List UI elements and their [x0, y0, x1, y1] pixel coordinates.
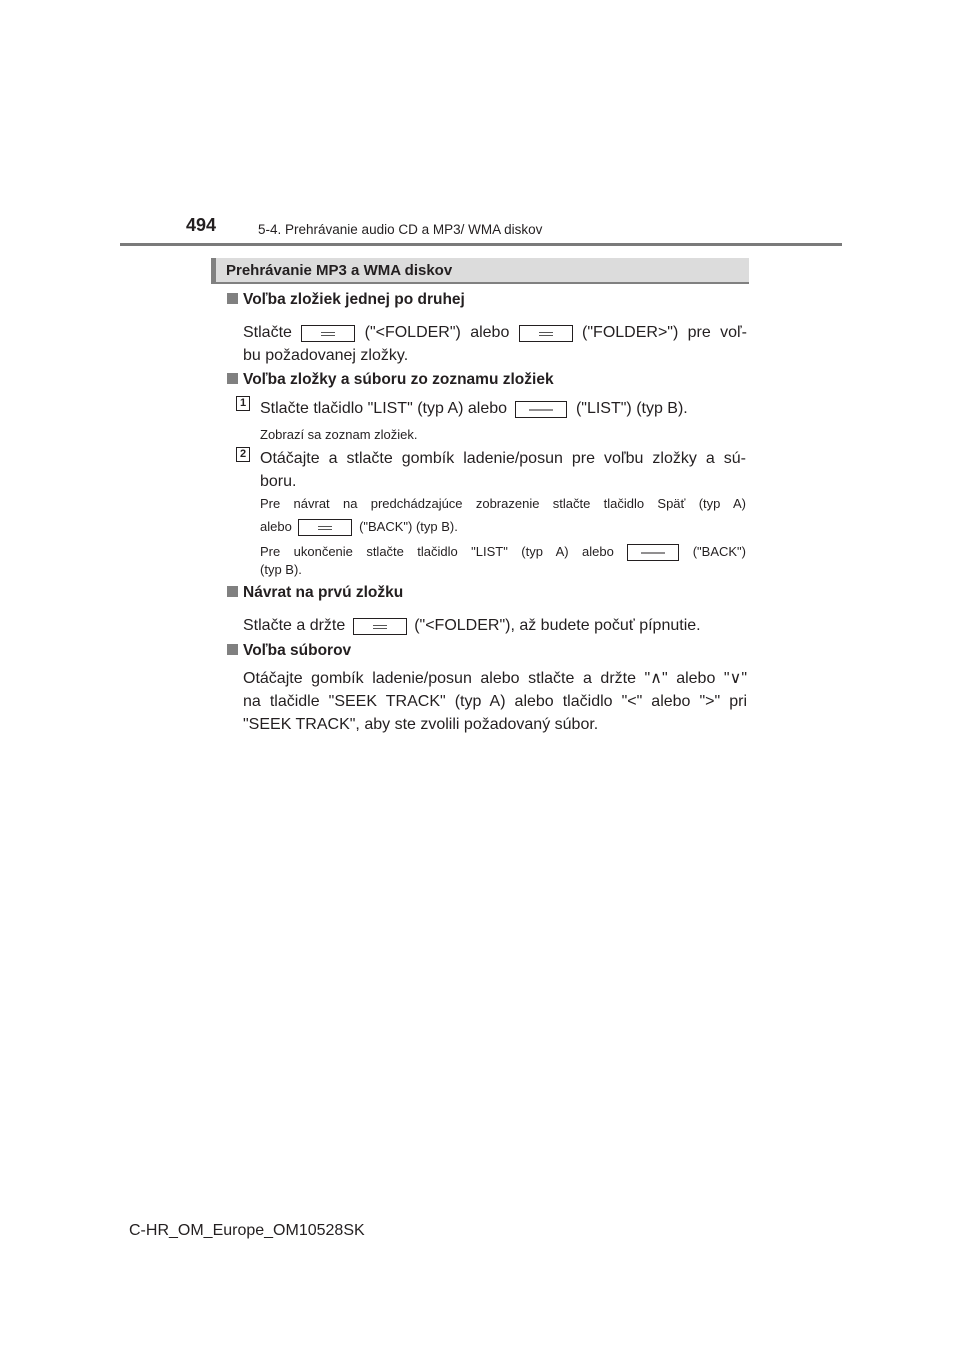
step1-note: Zobrazí sa zoznam zložiek. [260, 427, 418, 442]
chapter-title: 5-4. Prehrávanie audio CD a MP3/ WMA diskov [258, 222, 543, 237]
note1-line2: alebo ("BACK") (typ B). [260, 519, 458, 534]
heading-folders-one-by-one: Voľba zložiek jednej po druhej [227, 291, 465, 309]
square-bullet-icon [227, 373, 238, 384]
select-files-line3: "SEEK TRACK", aby ste zvolili požadovaný súbor. [243, 716, 599, 733]
note2-line2: (typ B). [260, 562, 302, 577]
back-button-icon [298, 519, 352, 536]
back-button-b-icon [627, 544, 679, 561]
note1-line1: Pre návrat na predchádzajúce zobrazenie stlačte tlačidlo Späť (typ A) [260, 496, 746, 511]
page-number: 494 [186, 215, 217, 235]
folder-prev-button-icon [301, 325, 355, 342]
list-button-icon [515, 401, 567, 418]
heading-select-files: Voľba súborov [227, 642, 351, 660]
step-number-2: 2 [236, 447, 250, 462]
heading-return-first-folder: Návrat na prvú zložku [227, 584, 403, 602]
paragraph-folders-line1: Stlačte ("<FOLDER") alebo ("FOLDER>") pre voľ- [243, 324, 747, 341]
heading-folder-from-list: Voľba zložky a súboru zo zoznamu zložiek [227, 371, 554, 389]
select-files-line2: na tlačidle "SEEK TRACK" (typ A) alebo tlačidlo "<" alebo ">" pri [243, 693, 747, 710]
section-title-bar [211, 258, 749, 284]
step2-line2: boru. [260, 473, 297, 490]
square-bullet-icon [227, 586, 238, 597]
folder-prev-hold-button-icon [353, 618, 407, 635]
step-number-1: 1 [236, 396, 250, 411]
select-files-line1: Otáčajte gombík ladenie/posun alebo stlačte a držte "∧" alebo "∨" [243, 670, 747, 687]
step2-line1: Otáčajte a stlačte gombík ladenie/posun pre voľbu zložky a sú- [260, 450, 746, 467]
square-bullet-icon [227, 644, 238, 655]
document-code: C-HR_OM_Europe_OM10528SK [129, 1222, 365, 1239]
paragraph-folders-line2: bu požadovanej zložky. [243, 347, 409, 364]
step1-text: Stlačte tlačidlo "LIST" (typ A) alebo ("LIST") (typ B). [260, 400, 688, 417]
folder-next-button-icon [519, 325, 573, 342]
note2-line1: Pre ukončenie stlačte tlačidlo "LIST" (typ A) alebo ("BACK") [260, 544, 746, 559]
section-title: Prehrávanie MP3 a WMA diskov [226, 262, 453, 279]
square-bullet-icon [227, 293, 238, 304]
header-divider [120, 243, 842, 246]
return-first-folder-text: Stlačte a držte ("<FOLDER"), až budete počuť pípnutie. [243, 617, 701, 634]
